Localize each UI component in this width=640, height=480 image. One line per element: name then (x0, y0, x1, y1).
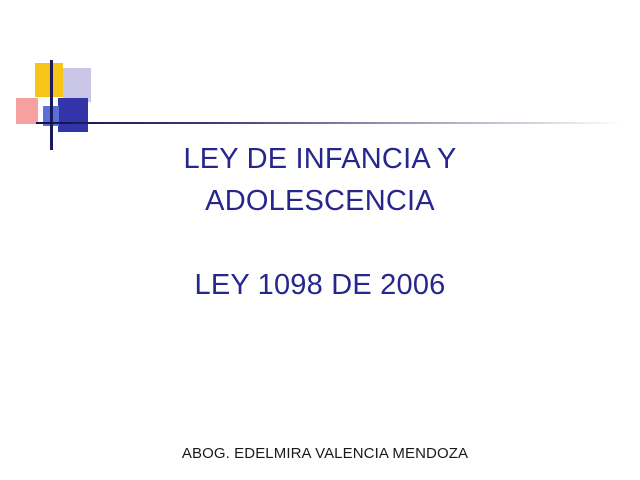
title-line-spacer (70, 222, 570, 264)
logo-vertical-line-icon (50, 60, 53, 150)
logo-square-blue-icon (58, 98, 88, 132)
squares-logo-decoration (16, 60, 106, 150)
title-line-4: LEY 1098 DE 2006 (194, 269, 446, 301)
title-line-1: LEY DE INFANCIA Y (183, 143, 457, 175)
title-line-2: ADOLESCENCIA (205, 185, 435, 217)
page-title (70, 138, 570, 306)
logo-square-pink-icon (16, 98, 38, 124)
logo-square-yellow-icon (35, 63, 63, 97)
horizontal-gradient-rule (36, 122, 624, 124)
author-credit: ABOG. EDELMIRA VALENCIA MENDOZA (181, 445, 469, 462)
logo-square-lavender-icon (63, 68, 91, 102)
